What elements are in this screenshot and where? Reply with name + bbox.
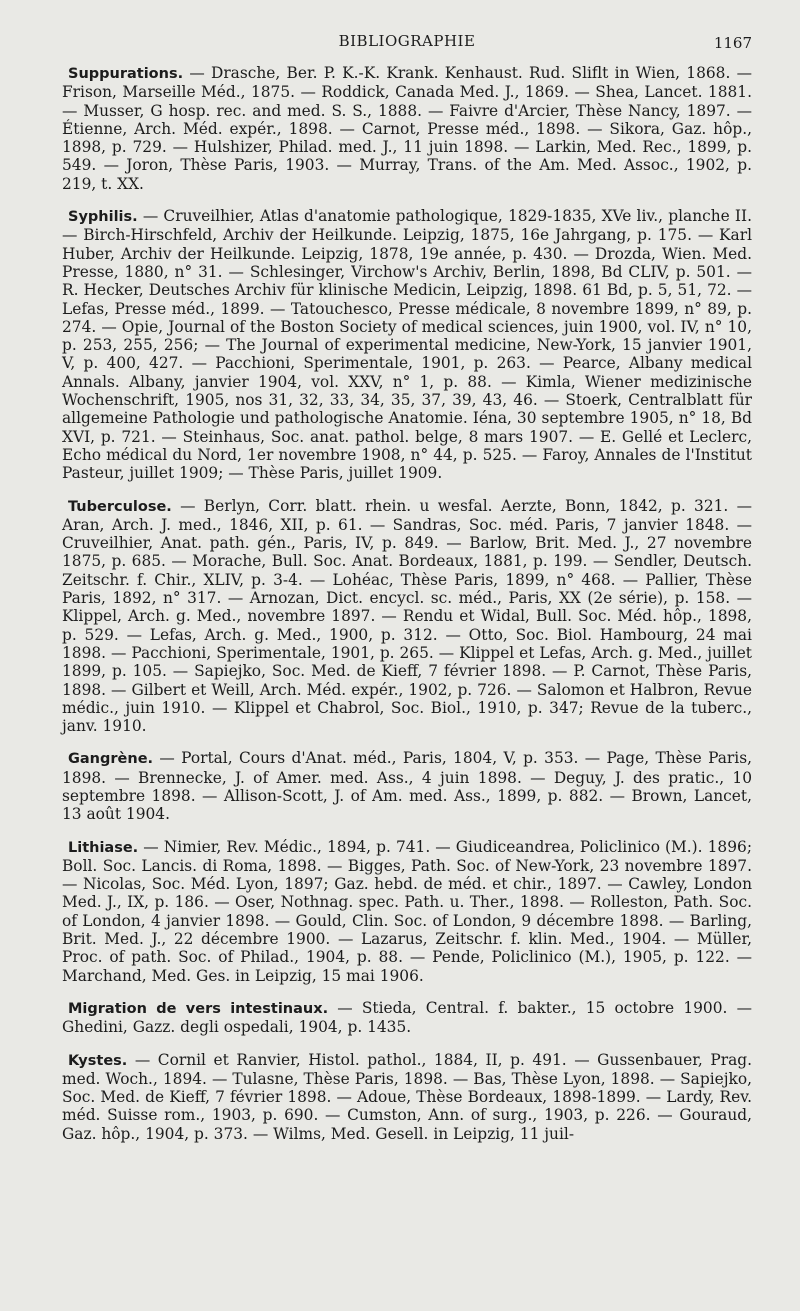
section-text: — Berlyn, Corr. blatt. rhein. u wesfal. Aerzte, Bonn, 1842, p. 321. — Aran, Arch. J. med., 1846, XII, p. 61. — Sandras, Soc. méd. Paris, 7 janvier 1848. — Cruveilhier, Anat. path. gén., Paris, IV, p. 849. — Barlow, Brit. Med. J., 27 novembre 1875, p. 685. — Morache, Bull. Soc. Anat. Bordeaux, 1881, p. 199. — Sendler, Deutsch. Zeitschr. f. Chir., XLIV, p. 3-4. — Lohéac, Thèse Paris, 1899, n° 468. — Pallier, Thèse Paris, 1892, n° 317. — Arnozan, Dict. encycl. sc. méd., Paris, XX (2e série), p. 158. — Klippel, Arch. g. Med., novembre 1897. — Rendu et Widal, Bull. Soc. Méd. hôp., 1898, p. 529. — Lefas, Arch. g. Med., 1900, p. 312. — Otto, Soc. Biol. Hambourg, 24 mai 1898. — Pacchioni, Sperimentale, 1901, p. 265. — Klippel et Lefas, Arch. g. Med., juillet 1899, p. 105. — Sapiejko, Soc. Med. de Kieff, 7 février 1898. — P. Carnot, Thèse Paris, 1898. — Gilbert et Weill, Arch. Méd. expér., 1902, p. 726. — Salomon et Halbron, Revue médic., juin 1910. — Klippel et Chabrol, Soc. Biol., 1910, p. 347; Revue de la tuberc., janv. 1910. [62, 496, 752, 736]
section-text: — Nimier, Rev. Médic., 1894, p. 741. — Giudiceandrea, Policlinico (M.). 1896; Boll. Soc. Lancis. di Roma, 1898. — Bigges, Path. Soc. of New-York, 23 novembre 1897. — Nicolas, Soc. Méd. Lyon, 1897; Gaz. hebd. de méd. et chir., 1897. — Cawley, London Med. J., IX, p. 186. — Oser, Nothnag. spec. Path. u. Ther., 1898. — Rolleston, Path. Soc. of London, 4 janvier 1898. — Gould, Clin. Soc. of London, 9 décembre 1898. — Barling, Brit. Med. J., 22 décembre 1900. — Lazarus, Zeitschr. f. klin. Med., 1904. — Müller, Proc. of path. Soc. of Philad., 1904, p. 88. — Pende, Policlinico (M.), 1905, p. 122. — Marchand, Med. Ges. in Leipzig, 15 mai 1906. [62, 837, 752, 985]
section-lithiase [62, 838, 752, 985]
running-title: BIBLIOGRAPHIE [338, 32, 476, 50]
section-heading: Migration de vers intestinaux. [68, 1000, 329, 1017]
section-heading: Syphilis. [68, 209, 138, 226]
section-heading: Tuberculose. [68, 498, 172, 515]
section-text: — Cruveilhier, Atlas d'anatomie pathologique, 1829-1835, XVe liv., planche II. — Birch-Hirschfeld, Archiv der Heilkunde. Leipzig, 1875, 16e Jahrgang, p. 175. — Karl Huber, Archiv der Heilkunde. Leipzig, 1878, 19e année, p. 430. — Drozda, Wien. Med. Presse, 1880, n° 31. — Schlesinger, Virchow's Archiv, Berlin, 1898, Bd CLIV, p. 501. — R. Hecker, Deutsches Archiv für klinische Medicin, Leipzig, 1898. 61 Bd, p. 5, 51, 72. — Lefas, Presse méd., 1899. — Tatouchesco, Presse médicale, 8 novembre 1899, n° 89, p. 274. — Opie, Journal of the Boston Society of medical sciences, juin 1900, vol. IV, n° 10, p. 253, 255, 256; — The Journal of experimental medicine, New-York, 15 janvier 1901, V, p. 400, 427. — Pacchioni, Sperimentale, 1901, p. 263. — Pearce, Albany medical Annals. Albany, janvier 1904, vol. XXV, n° 1, p. 88. — Kimla, Wiener medizinische Wochenschrift, 1905, nos 31, 32, 33, 34, 35, 37, 39, 43, 46. — Stoerk, Centralblatt für allgemeine Pathologie und pathologische Anatomie. Iéna, 30 septembre 1905, n° 18, Bd XVI, p. 721. — Steinhaus, Soc. anat. pathol. belge, 8 mars 1907. — E. Gellé et Leclerc, Echo médical du Nord, 1er novembre 1908, n° 44, p. 525. — Faroy, Annales de l'Institut Pasteur, juillet 1909; — Thèse Paris, juillet 1909. [62, 207, 752, 483]
page-number: 1167 [713, 34, 752, 52]
section-text: — Drasche, Ber. P. K.-K. Krank. Kenhaust. Rud. Sliflt in Wien, 1868. — Frison, Marseille Méd., 1875. — Roddick, Canada Med. J., 1869. — Shea, Lancet. 1881. — Musser, G hosp. rec. and med. S. S., 1888. — Faivre d'Arcier, Thèse Nancy, 1897. — Étienne, Arch. Méd. expér., 1898. — Carnot, Presse méd., 1898. — Sikora, Gaz. hôp., 1898, p. 729. — Hulshizer, Philad. med. J., 11 juin 1898. — Larkin, Med. Rec., 1899, p. 549. — Joron, Thèse Paris, 1903. — Murray, Trans. of the Am. Med. Assoc., 1902, p. 219, t. XX. [62, 64, 752, 193]
section-gangrene [62, 749, 752, 823]
section-migration-vers [62, 999, 752, 1037]
section-syphilis [62, 207, 752, 482]
section-suppurations [62, 64, 752, 193]
page-header [62, 28, 752, 56]
section-heading: Kystes. [68, 1052, 128, 1069]
section-kystes [62, 1051, 752, 1143]
section-text: — Cornil et Ranvier, Histol. pathol., 1884, II, p. 491. — Gussenbauer, Prag. med. Woch., 1894. — Tulasne, Thèse Paris, 1898. — Bas, Thèse Lyon, 1898. — Sapiejko, Soc. Med. de Kieff, 7 février 1898. — Adoue, Thèse Bordeaux, 1898-1899. — Lardy, Rev. méd. Suisse rom., 1903, p. 690. — Cumston, Ann. of surg., 1903, p. 226. — Gouraud, Gaz. hôp., 1904, p. 373. — Wilms, Med. Gesell. in Leipzig, 11 juil- [62, 1050, 752, 1143]
section-text: — Portal, Cours d'Anat. méd., Paris, 1804, V, p. 353. — Page, Thèse Paris, 1898. — Brennecke, J. of Amer. med. Ass., 4 juin 1898. — Deguy, J. des pratic., 10 septembre 1898. — Allison-Scott, J. of Am. med. Ass., 1899, p. 882. — Brown, Lancet, 13 août 1904. [62, 749, 752, 824]
bibliography-body [62, 64, 752, 1157]
section-heading: Suppurations. [68, 66, 184, 82]
section-heading: Lithiase. [68, 839, 139, 856]
section-tuberculose [62, 497, 752, 736]
section-heading: Gangrène. [68, 751, 154, 768]
section-text: — Stieda, Central. f. bakter., 15 octobre 1900. — Ghedini, Gazz. degli ospedali, 1904, p. 1435. [62, 998, 752, 1037]
